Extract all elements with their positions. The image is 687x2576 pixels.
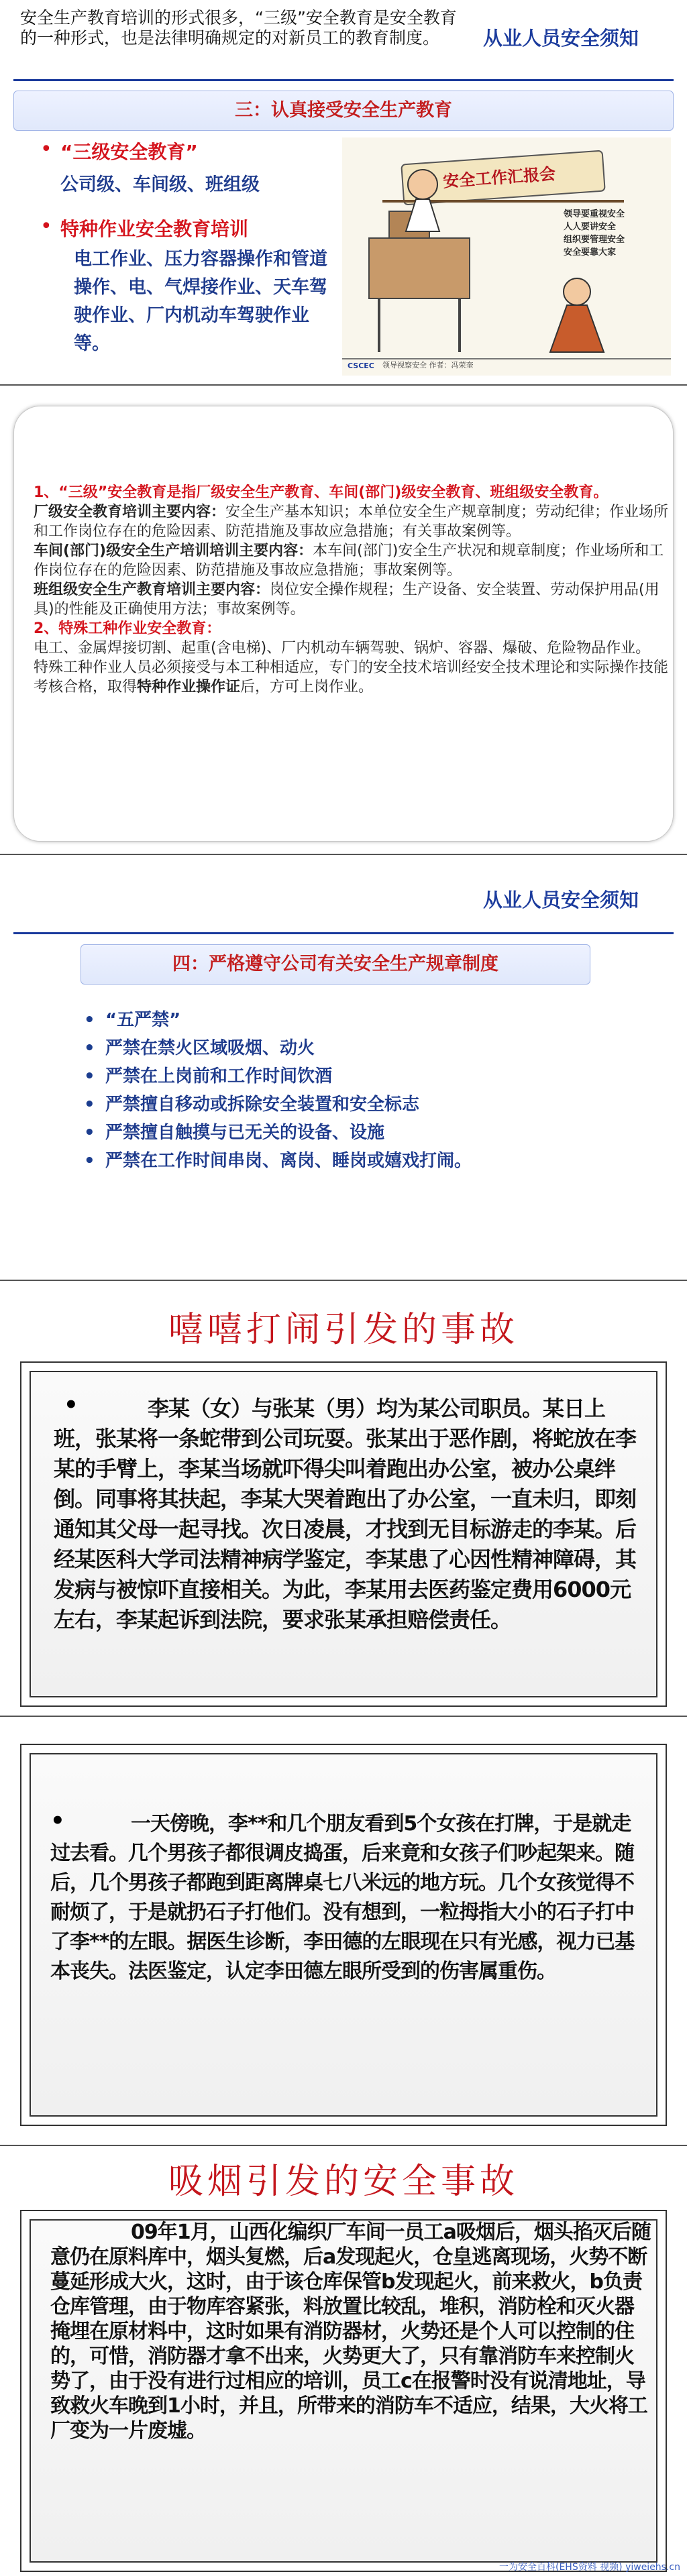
cartoon-sign-text: 安全工作汇报会 [442,164,556,191]
workshop-level-text: 本车间(部门)安全生产状况和规章制度；作业场所和工作岗位存在的危险因素、防范措施及事故应急措施；事故案例等。 [34,543,664,579]
story-text: 09年1月，山西化编织厂车间一员工a吸烟后，烟头掐灭后随意仍在原料库中，烟头复燃，后a发现起火，仓皇逃离现场，火势不断蔓延形成大火，这时，由于该仓库保管b发现起火，前来救火，b负责仓库管理，由于物库容紧张，料放置比较乱，堆积，消防栓和灭火器掩埋在原材料中，这时如果有消防器材，火势还是个人可以控制的住的，可惜，消防器才拿不出来，火势更大了，只有靠消防车来控制火势了，由于没有进行过相应的培训，员工c在报警时没有说清地址，导致救火车晚到1小时，并且，所带来的消防车不适应，结果，大火将工厂变为一片废墟。 [50,2221,651,2443]
slide-title: 嘻嘻打闹引发的事故 [168,1310,519,1350]
workshop-level-content [34,541,671,580]
list-item: • “五严禁” [84,1006,661,1034]
bullet-three-level [40,137,335,196]
cartoon-illustration [342,137,671,376]
slide-three-level-detail [0,386,687,855]
detail-body [34,483,671,697]
slide-training-education [0,0,687,386]
certificate-label: 特种作业操作证 [137,679,241,695]
special-work-list: 电工、金属焊接切割、起重(含电梯)、厂内机动车辆驾驶、锅炉、容器、爆破、危险物品作业。 [34,640,651,657]
factory-level-text: 安全生产基本知识；本单位安全生产规章制度；劳动纪律；作业场所和工作岗位存在的危险因素、防范措施及事故应急措施；有关事故案例等。 [34,504,669,540]
bullet-special-training [40,215,335,358]
divider [13,932,674,934]
team-level-label: 班组级安全生产教育培训主要内容： [34,581,270,598]
slide-stone-throwing-accident [0,1717,687,2146]
team-level-content [34,580,671,619]
story-bullet: • [64,1392,78,1418]
slide-five-prohibitions [0,855,687,1281]
three-level-text: 公司级、车间级、班组级 [60,174,260,195]
cartoon-note-line: 组织要管理安全 [564,235,625,245]
cartoon-notes [564,208,625,259]
requirement-tail: 后，方可上岗作业。 [240,679,374,695]
list-item: • 严禁在禁火区域吸烟、动火 [84,1034,661,1062]
divider [13,79,674,81]
factory-level-label: 厂级安全教育培训主要内容： [34,504,226,520]
bullet-dot: • [40,215,52,238]
slide-horseplay-accident [0,1281,687,1717]
special-training-title: 特种作业安全教育培训 [60,218,249,240]
workshop-level-label: 车间(部门)级安全生产培训培训主要内容： [34,543,313,559]
section-title-bar: 四：严格遵守公司有关安全生产规章制度 [81,944,590,985]
prohibition-list [84,1006,661,1175]
cartoon-caption: 领导视察安全 作者：冯荣奎 [382,361,474,370]
story-text: 李某（女）与张某（男）均为某公司职员。某日上班，张某将一条蛇带到公司玩耍。张某出于恶作剧，将蛇放在李某的手臂上，李某当场就吓得尖叫着跑出办公室，被办公桌绊倒。同事将其扶起，李某大哭着跑出了办公室，一直未归，即刻通知其父母一起寻找。次日凌晨，才找到无目标游走的李某。后经某医科大学司法精神病学鉴定，李某患了心因性精神障碍，其发病与被惊吓直接相关。为此，李某用去医药鉴定费用6000元左右，李某起诉到法院，要求张某承担赔偿责任。 [54,1396,637,1632]
cartoon-logo: CSCEC [348,361,374,370]
list-item: • 严禁在工作时间串岗、离岗、睡岗或嬉戏打闹。 [84,1147,661,1175]
section-header: 从业人员安全须知 [483,889,639,911]
factory-level-content [34,502,671,541]
bullet-dot: • [40,137,52,161]
list-item: • 严禁在上岗前和工作时间饮酒 [84,1062,661,1090]
section-title-bar: 三：认真接受安全生产教育 [13,91,674,131]
special-training-text: 电工作业、压力容器操作和管道操作、电、气焊接作业、天车驾驶作业、厂内机动车驾驶作业等。 [74,249,327,354]
story-text: 一天傍晚，李**和几个朋友看到5个女孩在打牌，于是就走过去看。几个男孩子都很调皮捣蛋，后来竟和女孩子们吵起架来。随后，几个男孩子都跑到距离牌桌七八米远的地方玩。几个女孩觉得不耐烦了，于是就扔石子打他们。没有想到，一粒拇指大小的石子打中了李**的左眼。据医生诊断，李田德的左眼现在只有光感，视力已基本丧失。法医鉴定，认定李田德左眼所受到的伤害属重伤。 [50,1812,635,1983]
cartoon-note-line: 领导要重视安全 [564,209,625,219]
cartoon-note-line: 安全要靠大家 [564,247,617,258]
requirement-text: 特殊工种作业人员必须接受与本工种相适应，专门的安全技术培训经安全技术理论和实际操作技能考核合格，取得 [34,659,669,695]
three-level-definition: 1、“三级”安全教育是指厂级安全生产教育、车间(部门)级安全教育、班组级安全教育。 [34,484,609,501]
list-item: • 严禁擅自移动或拆除安全装置和安全标志 [84,1090,661,1119]
cartoon-note-line: 人人要讲安全 [564,222,617,232]
footer-watermark: 一为安全百科(EHS资料 视频) yiweiehs.cn [498,2562,680,2573]
slide-title: 吸烟引发的安全事故 [168,2162,519,2202]
special-work-label: 2、特殊工种作业安全教育： [34,620,221,637]
list-item: • 严禁擅自触摸与已无关的设备、设施 [84,1119,661,1147]
intro-text: 安全生产教育培训的形式很多，“三级”安全教育是安全教育的一种形式，也是法律明确规定的对新员工的教育制度。 [20,8,457,48]
story-bullet: • [50,1807,65,1834]
three-level-title: “三级安全教育” [60,141,198,163]
slide-smoking-accident [0,2146,687,2576]
team-level-text: 岗位安全操作规程；生产设备、安全装置、劳动保护用品(用具)的性能及正确使用方法；事故案例等。 [34,581,659,618]
section-header: 从业人员安全须知 [483,27,639,50]
special-work-requirement [34,658,671,697]
